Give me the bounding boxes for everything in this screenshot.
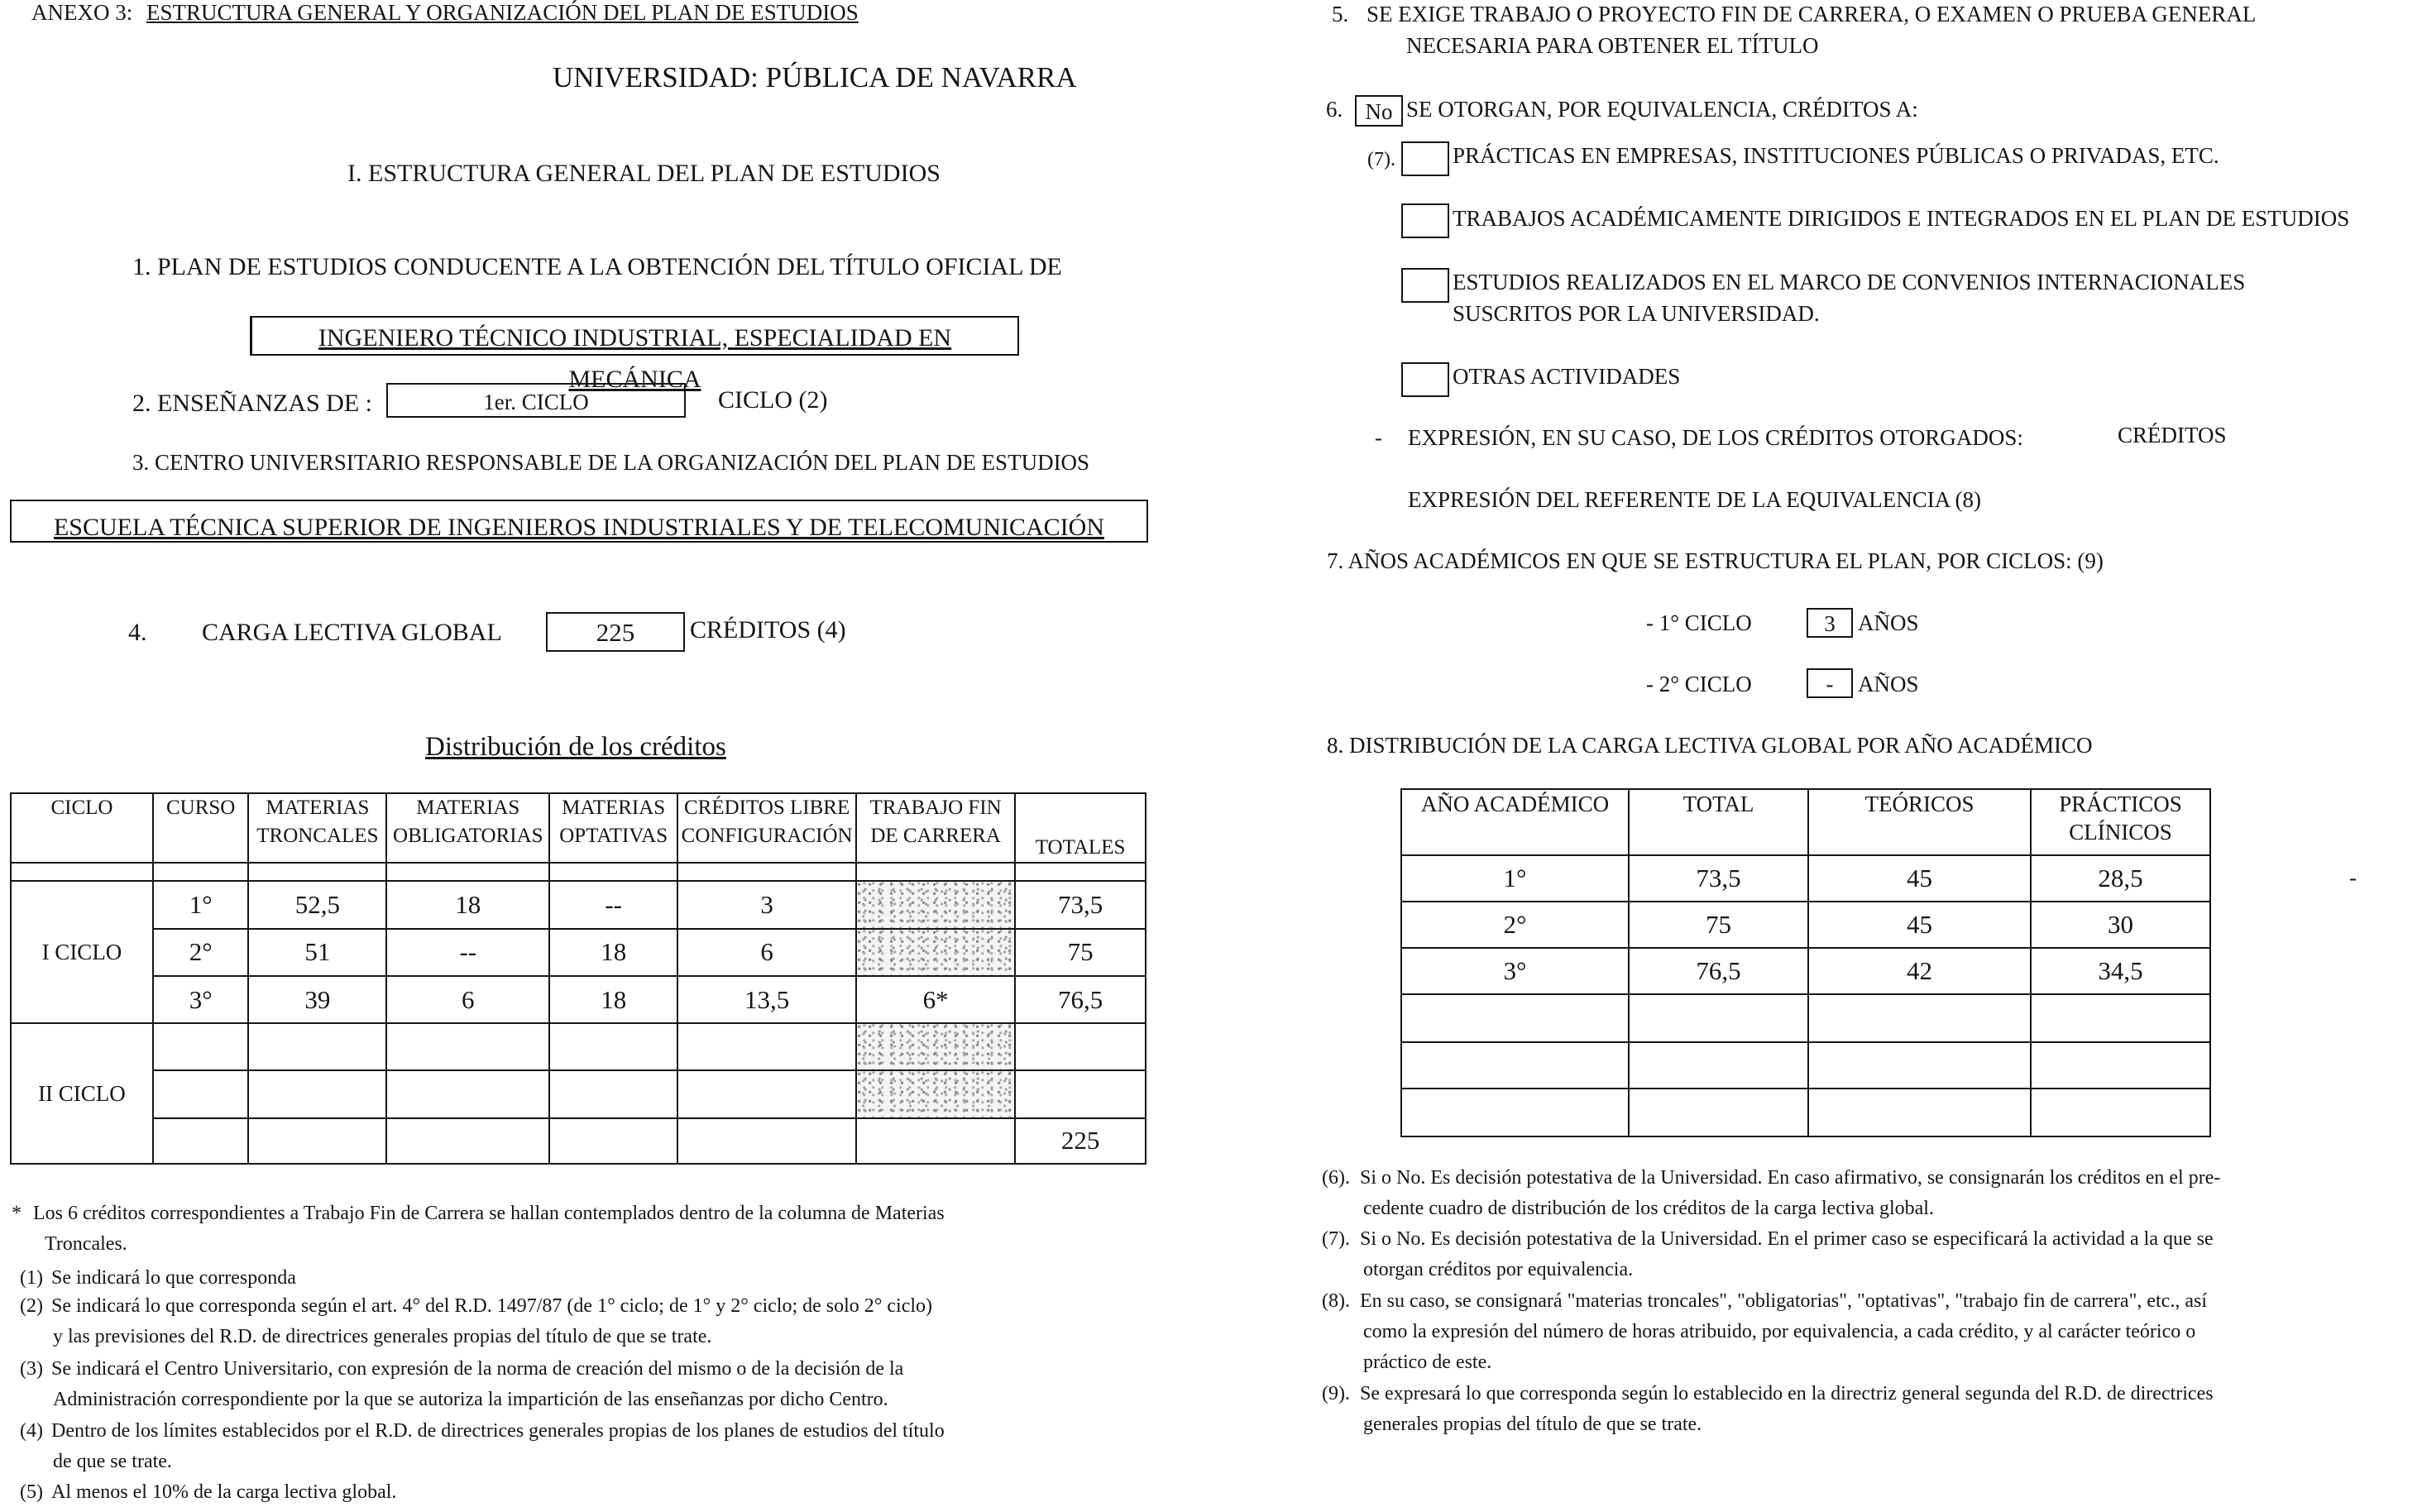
item3-label: 3. CENTRO UNIVERSITARIO RESPONSABLE DE LA ORGANIZACIÓN DEL PLAN DE ESTUDIOS <box>132 450 1090 475</box>
footnote-asterisk: * Los 6 créditos correspondientes a Trabajo Fin de Carrera se hallan contemplados dentro de la columna de Materias Troncales. <box>12 1203 945 1255</box>
item5-line2: NECESARIA PARA OBTENER EL TÍTULO <box>1406 33 1819 58</box>
item2-suffix: CICLO (2) <box>718 386 828 414</box>
cell-troncales: 39 <box>248 976 386 1023</box>
header-libre-configuracion: CRÉDITOS LIBRE CONFIGURACIÓN <box>677 793 856 863</box>
table-row <box>1401 1042 2210 1089</box>
cycle1-label: I CICLO <box>11 881 153 1023</box>
header-practicos: PRÁCTICOS CLÍNICOS <box>2031 789 2210 855</box>
header-ciclo: CICLO <box>11 793 153 863</box>
cell-curso: 3° <box>153 976 249 1023</box>
cycle1-years: 3 <box>1824 611 1836 636</box>
cycle2-years: - <box>1826 672 1834 696</box>
header-totales: TOTALES <box>1015 793 1146 863</box>
cell-totales: 73,5 <box>1015 881 1146 928</box>
cycle1-years-unit: AÑOS <box>1858 610 1919 635</box>
equivalence-reference: EXPRESIÓN DEL REFERENTE DE LA EQUIVALENCIA (8) <box>1408 487 1981 512</box>
item5-number: 5. <box>1332 2 1349 26</box>
note-7-mark: (7). <box>1367 149 1395 170</box>
table-row: 1° 73,5 45 28,5 <box>1401 855 2210 902</box>
cell-libre: 13,5 <box>677 976 856 1023</box>
option-trabajos: TRABAJOS ACADÉMICAMENTE DIRIGIDOS E INTEGRADOS EN EL PLAN DE ESTUDIOS <box>1453 206 2350 231</box>
table-row <box>11 1070 1146 1117</box>
item7-label: 7. AÑOS ACADÉMICOS EN QUE SE ESTRUCTURA EL PLAN, POR CICLOS: (9) <box>1327 548 2104 573</box>
grand-total: 225 <box>1015 1118 1146 1164</box>
cell-trabajo-scanned <box>856 1023 1015 1070</box>
footnote-2: (2) Se indicará lo que corresponda según el art. 4° del R.D. 1497/87 (de 1° ciclo; de 1° y 2° ciclo; de solo 2° ciclo) y las previsiones del R.D. de directrices generales propias del título de que se trate. <box>20 1295 933 1347</box>
distribution-title: Distribución de los créditos <box>425 732 726 762</box>
center-box <box>10 500 1148 543</box>
stray-dash: - <box>2349 865 2357 890</box>
header-curso: CURSO <box>153 793 249 863</box>
cell-trabajo-scanned <box>856 881 1015 928</box>
cycle2-years-unit: AÑOS <box>1858 672 1919 696</box>
item1-label: 1. PLAN DE ESTUDIOS CONDUCENTE A LA OBTENCIÓN DEL TÍTULO OFICIAL DE <box>132 253 1062 280</box>
header-ano-academico: AÑO ACADÉMICO <box>1401 789 1629 855</box>
footnote-5: (5) Al menos el 10% de la carga lectiva global. <box>20 1481 397 1503</box>
credits-expression-unit: CRÉDITOS <box>2118 423 2227 447</box>
item2-label: 2. ENSEÑANZAS DE : <box>132 390 372 417</box>
convenios-checkbox[interactable] <box>1401 268 1449 303</box>
global-load-value: 225 <box>596 618 635 647</box>
degree-title: INGENIERO TÉCNICO INDUSTRIAL, ESPECIALIDAD EN MECÁNICA <box>318 324 952 393</box>
cell-optativas: 18 <box>549 976 677 1023</box>
cell-troncales: 52,5 <box>248 881 386 928</box>
option-practicas: PRÁCTICAS EN EMPRESAS, INSTITUCIONES PÚBLICAS O PRIVADAS, ETC. <box>1453 143 2219 168</box>
item5-line1: SE EXIGE TRABAJO O PROYECTO FIN DE CARRERA, O EXAMEN O PRUEBA GENERAL <box>1367 2 2257 26</box>
university-title: UNIVERSIDAD: PÚBLICA DE NAVARRA <box>553 61 1077 93</box>
footnote-7: (7). Si o No. Es decisión potestativa de la Universidad. En el primer caso se especificará la actividad a la que se otorgan créditos por equivalencia. <box>1322 1228 2214 1280</box>
table-row <box>11 1118 1146 1164</box>
header-troncales: MATERIAS TRONCALES <box>248 793 386 863</box>
otras-checkbox[interactable] <box>1401 362 1449 397</box>
cell-trabajo-scanned <box>856 1070 1015 1117</box>
header-teoricos: TEÓRICOS <box>1808 789 2031 855</box>
center-name: ESCUELA TÉCNICA SUPERIOR DE INGENIEROS INDUSTRIALES Y DE TELECOMUNICACIÓN <box>53 514 1104 541</box>
item6-label: SE OTORGAN, POR EQUIVALENCIA, CRÉDITOS A: <box>1406 97 1918 122</box>
item6-number: 6. <box>1326 97 1343 122</box>
header-optativas: MATERIAS OPTATIVAS <box>549 793 677 863</box>
cycle1-years-box <box>1807 608 1853 638</box>
cell-libre: 6 <box>677 929 856 976</box>
cell-libre: 3 <box>677 881 856 928</box>
cell-curso: 2° <box>153 929 249 976</box>
degree-title-box <box>250 316 1019 393</box>
cycle2-years-box <box>1807 668 1853 698</box>
option-otras: OTRAS ACTIVIDADES <box>1453 364 1681 389</box>
item4-number: 4. <box>128 619 147 646</box>
cell-trabajo-scanned <box>856 929 1015 976</box>
annex-label: ANEXO 3: <box>31 0 133 25</box>
credits-expression: EXPRESIÓN, EN SU CASO, DE LOS CRÉDITOS OTORGADOS: <box>1408 425 2023 450</box>
footnote-9: (9). Se expresará lo que corresponda según lo establecido en la directriz general segunda del R.D. de directrices generales propias del título de que se trate. <box>1322 1383 2214 1435</box>
cell-curso: 1° <box>153 881 249 928</box>
practicas-checkbox[interactable] <box>1401 141 1449 176</box>
item8-label: 8. DISTRIBUCIÓN DE LA CARGA LECTIVA GLOBAL POR AÑO ACADÉMICO <box>1327 733 2093 758</box>
table-header-row <box>1401 789 2210 855</box>
item4-label: CARGA LECTIVA GLOBAL <box>202 619 502 646</box>
header-obligatorias: MATERIAS OBLIGATORIAS <box>386 793 549 863</box>
table-row: 3° 76,5 42 34,5 <box>1401 948 2210 994</box>
header-total: TOTAL <box>1629 789 1808 855</box>
table-row <box>11 929 1146 976</box>
credit-distribution-table <box>10 792 1146 1165</box>
table-row <box>11 976 1146 1023</box>
cycle-box <box>386 383 686 418</box>
cycle-value: 1er. CICLO <box>483 390 589 414</box>
table-row <box>1401 1089 2210 1136</box>
annex-title: ESTRUCTURA GENERAL Y ORGANIZACIÓN DEL PLAN DE ESTUDIOS <box>146 0 859 25</box>
table-row: 2° 75 45 30 <box>1401 902 2210 948</box>
table-row <box>11 881 1146 928</box>
annex-heading <box>31 0 859 26</box>
equivalence-answer-box <box>1355 95 1403 127</box>
trabajos-checkbox[interactable] <box>1401 203 1449 238</box>
table-spacer-row <box>11 863 1146 882</box>
section-title: I. ESTRUCTURA GENERAL DEL PLAN DE ESTUDIOS <box>347 160 941 187</box>
item4-suffix: CRÉDITOS (4) <box>690 616 846 644</box>
footnote-1: (1) Se indicará lo que corresponda <box>20 1267 296 1289</box>
cell-totales: 76,5 <box>1015 976 1146 1023</box>
cell-totales: 75 <box>1015 929 1146 976</box>
footnote-4: (4) Dentro de los límites establecidos por el R.D. de directrices generales propias de los planes de estudios del título de que se trate. <box>20 1420 945 1472</box>
option-convenios: ESTUDIOS REALIZADOS EN EL MARCO DE CONVENIOS INTERNACIONALES <box>1453 270 2246 294</box>
cell-optativas: 18 <box>549 929 677 976</box>
table-header-row <box>11 793 1146 863</box>
cell-obligatorias: 6 <box>386 976 549 1023</box>
cycle2-years-label: - 2° CICLO <box>1646 672 1752 696</box>
cycle1-years-label: - 1° CICLO <box>1646 610 1752 635</box>
cell-troncales: 51 <box>248 929 386 976</box>
table-row <box>11 1023 1146 1070</box>
option-convenios-cont: SUSCRITOS POR LA UNIVERSIDAD. <box>1453 301 1820 326</box>
yearly-load-table <box>1400 788 2211 1137</box>
equivalence-answer: No <box>1365 99 1393 124</box>
table-row <box>1401 994 2210 1042</box>
cell-trabajo: 6* <box>856 976 1015 1023</box>
global-load-box <box>546 612 685 652</box>
footnote-6: (6). Si o No. Es decisión potestativa de la Universidad. En caso afirmativo, se consignarán los créditos en el pre- cedente cuadro de distribución de los créditos de la carga lectiva global. <box>1322 1167 2221 1219</box>
header-trabajo-fin-carrera: TRABAJO FIN DE CARRERA <box>856 793 1015 863</box>
cell-obligatorias: 18 <box>386 881 549 928</box>
cycle2-label: II CICLO <box>11 1023 153 1164</box>
cell-optativas: -- <box>549 881 677 928</box>
dash: - <box>1375 425 1382 450</box>
footnote-3: (3) Se indicará el Centro Universitario, con expresión de la norma de creación del mismo o de la decisión de la Administración correspondiente por la que se autoriza la impartición de las enseñanzas por dicho Centro. <box>20 1358 904 1410</box>
footnote-8: (8). En su caso, se consignará "materias troncales", "obligatorias", "optativas", "trabajo fin de carrera", etc., así como la expresión del número de horas atribuido, por equivalencia, a cada crédito, y al carácter teórico o práctico de este. <box>1322 1290 2207 1373</box>
cell-obligatorias: -- <box>386 929 549 976</box>
